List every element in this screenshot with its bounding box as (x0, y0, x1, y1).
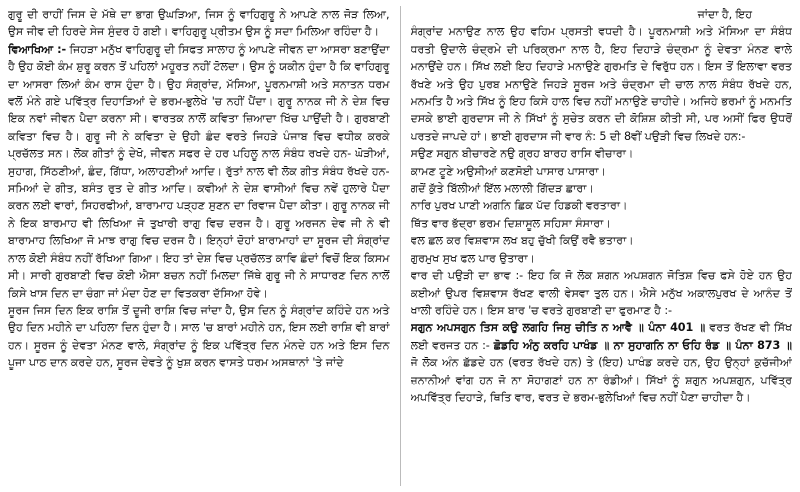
column-divider (400, 6, 401, 486)
verse-line: ਥਿੱਤ ਵਾਰ ਭੱਦ੍ਰਾ ਭਰਮ ਦਿਸ਼ਾਸੂਲ ਸਹਿਸਾ ਸੰਸਾਰਾ। (410, 216, 611, 230)
verse-line: ਨਾਰਿ ਪੁਰਖ ਪਾਣੀ ਅਗਨਿ ਛਿਕ ਪੱਦ ਹਿਡਕੀ ਵਰਤਾਰਾ। (410, 199, 628, 213)
paragraph-explanation (8, 41, 390, 302)
verse-line: ਵਲ ਛਲ ਕਰ ਵਿਸ਼ਵਾਸ ਲਖ ਬਹੁ ਚੁੱਖੀ ਕਿਉਂ ਰਵੈ ਭਤਾਰਾ। (410, 234, 634, 248)
paragraph-sangrand: ਸੂਰਜ ਜਿਸ ਦਿਨ ਇਕ ਰਾਸ਼ਿ ਤੋਂ ਦੂਜੀ ਰਾਸ਼ਿ ਵਿਚ ਜਾਂਦਾ ਹੈ, ਉਸ ਦਿਨ ਨੂੰ ਸੰਗ੍ਰਾਂਦ ਕਹਿੰਦੇ ਹਨ ਅਤੇ ਉਹ ਦਿਨ ਮਹੀਨੇ ਦਾ ਪਹਿਲਾ ਦਿਨ ਹੁੰਦਾ ਹੈ। ਸਾਲ 'ਚ ਬਾਰਾਂ ਮਹੀਨੇ ਹਨ, ਇਸ ਲਈ ਰਾਸ਼ਿ ਵੀ ਬਾਰਾਂ ਹਨ। ਸੂਰਜ ਨੂੰ ਦੇਵਤਾ ਮੰਨਣ ਵਾਲੇ, ਸੰਗ੍ਰਾਂਦ ਨੂੰ ਇਕ ਪਵਿੱਤ੍ਰ ਦਿਨ ਮੰਨਦੇ ਹਨ ਅਤੇ ਇਸ ਦਿਨ ਪੂਜਾ ਪਾਠ ਦਾਨ ਕਰਦੇ ਹਨ, ਸੂਰਜ ਦੇਵਤੇ ਨੂੰ ਖੁਸ਼ ਕਰਨ ਵਾਸਤੇ ਧਰਮ ਅਸਥਾਨਾਂ 'ਤੇ ਜਾਂਦੇ (8, 303, 390, 370)
continued-line: ਜਾਂਦਾ ਹੈ, ਇਹ (697, 8, 752, 21)
right-column (411, 6, 793, 486)
paragraph-meaning: ਵਾਰ ਦੀ ਪਉੜੀ ਦਾ ਭਾਵ :- ਇਹ ਕਿ ਜੋ ਲੋਕ ਸ਼ਗਨ ਅਪਸ਼ਗਨ ਜੋਤਿਸ਼ ਵਿਚ ਫਸੇ ਹੋਏ ਹਨ ਉਹ ਕਈਆਂ ਉਪਰ ਵਿਸ਼ਵਾਸ ਰੱਖਣ ਵਾਲੀ ਵੇਸਵਾ ਤੁਲ ਹਨ। ਐਸੇ ਮਨੁੱਖ ਅਕਾਲਪੁਰਖ ਦੇ ਆਨੰਦ ਤੋਂ ਖਾਲੀ ਰਹਿੰਦੇ ਹਨ। ਇਸ ਬਾਰ 'ਚ ਵਰਤੇ ਗੁਰਬਾਣੀ ਦਾ ਫੁਰਮਾਣ ਹੈ :- (410, 269, 792, 317)
paragraph-gurbani (411, 319, 793, 406)
verse-block (411, 145, 793, 267)
gurbani-quote-2: ਛੋਡਹਿ ਅੰਨੁ ਕਰਹਿ ਪਾਖੰਡ ॥ ਨਾ ਸੁਹਾਗਨਿ ਨਾ ਓਹਿ ਰੰਡ ॥ ਪੰਨਾ 873 ॥ (493, 338, 792, 352)
paragraph-purnmashi: ਸੰਗ੍ਰਾਂਦ ਮਨਾਉਣ ਨਾਲ ਉਹ ਵਹਿਮ ਪ੍ਰਸਤੀ ਵਧਦੀ ਹੈ। ਪੂਰਨਮਾਸ਼ੀ ਅਤੇ ਮੱਸਿਆ ਦਾ ਸੰਬੰਧ ਧਰਤੀ ਉਦਾਲੇ ਚੰਦ੍ਰਮੇ ਦੀ ਪਰਿਕ੍ਰਮਾ ਨਾਲ ਹੈ, ਇਹ ਦਿਹਾੜੇ ਚੰਦ੍ਰਮਾ ਨੂੰ ਦੇਵਤਾ ਮੰਨਣ ਵਾਲੇ ਮਨਾਉਂਦੇ ਹਨ। ਸਿੱਖ ਲਈ ਇਹ ਦਿਹਾੜੇ ਮਨਾਉਣੇ ਗੁਰਮਤਿ ਦੇ ਵਿਰੁੱਧ ਹਨ। ਇਸ ਤੋਂ ਇਲਾਵਾ ਵਰਤ ਰੱਖਣੇ ਅਤੇ ਉਹ ਪੁਰਬ ਮਨਾਉਣੇ ਜਿਹੜੇ ਸੂਰਜ ਅਤੇ ਚੰਦ੍ਰਮਾ ਦੀ ਚਾਲ ਨਾਲ ਸੰਬੰਧ ਰੱਖਦੇ ਹਨ, ਮਨਮਤਿ ਹੈ ਅਤੇ ਸਿੱਖ ਨੂੰ ਇਹ ਕਿਸੇ ਹਾਲ ਵਿਚ ਨਹੀਂ ਮਨਾਉਣੇ ਚਾਹੀਦੇ। ਅਜਿਹੇ ਭਰਮਾਂ ਨੂੰ ਮਨਮਤਿ ਦਸਕੇ ਭਾਈ ਗੁਰਦਾਸ ਜੀ ਨੇ ਸਿੱਖਾਂ ਨੂੰ ਸੁਚੇਤ ਕਰਨ ਦੀ ਕੋਸ਼ਿਸ਼ ਕੀਤੀ ਸੀ, ਪਰ ਅਸੀਂ ਫਿਰ ਉਧਰੋਂ ਪਰਤਦੇ ਜਾਪਦੇ ਹਾਂ। ਭਾਈ ਗੁਰਦਾਸ ਜੀ ਵਾਰ ਨੰ: 5 ਦੀ 8ਵੀਂ ਪਉੜੀ ਵਿਚ ਲਿਖਦੇ ਹਨ:- (410, 25, 792, 143)
explanation-text: ਜਿਹੜਾ ਮਨੁੱਖ ਵਾਹਿਗੁਰੂ ਦੀ ਸਿਫਤ ਸਾਲਾਹ ਨੂੰ ਆਪਣੇ ਜੀਵਨ ਦਾ ਆਸਰਾ ਬਣਾਉਂਦਾ ਹੈ ਉਹ ਕੋਈ ਕੰਮ ਸ਼ੁਰੂ ਕਰਨ ਤੋਂ ਪਹਿਲਾਂ ਮਹੂਰਤ ਨਹੀਂ ਟੋਲਦਾ। ਉਸ ਨੂੰ ਯਕੀਨ ਹੁੰਦਾ ਹੈ ਕਿ ਵਾਹਿਗੁਰੂ ਦਾ ਆਸਰਾ ਲਿਆਂ ਕੰਮ ਰਾਸ ਹੁੰਦਾ ਹੈ। ਉਹ ਸੰਗ੍ਰਾਂਦ, ਮੱਸਿਆ, ਪੂਰਨਮਾਸ਼ੀ ਅਤੇ ਸਨਾਤਨ ਧਰਮ ਵਲੋਂ ਮੰਨੇ ਗਏ ਪਵਿੱਤ੍ਰ ਦਿਹਾੜਿਆਂ ਦੇ ਭਰਮ-ਭੁਲੇਖੇ 'ਚ ਨਹੀਂ ਪੈਂਦਾ। ਗੁਰੂ ਨਾਨਕ ਜੀ ਨੇ ਦੇਸ਼ ਵਿਚ ਇਕ ਨਵਾਂ ਜੀਵਨ ਪੈਦਾ ਕਰਨਾ ਸੀ। ਵਾਰਤਕ ਨਾਲੋਂ ਕਵਿਤਾ ਜ਼ਿਆਦਾ ਖਿੱਚ ਪਾਉਂਦੀ ਹੈ। ਗੁਰਬਾਣੀ ਕਵਿਤਾ ਵਿਚ ਹੈ। ਗੁਰੂ ਜੀ ਨੇ ਕਵਿਤਾ ਦੇ ਉਹੀ ਛੰਦ ਵਰਤੇ ਜਿਹੜੇ ਪੰਜਾਬ ਵਿਚ ਵਧੀਕ ਕਰਕੇ ਪ੍ਰਚੱਲਤ ਸਨ। ਲੋਕ ਗੀਤਾਂ ਨੂੰ ਦੇਖੋ, ਜੀਵਨ ਸਫਰ ਦੇ ਹਰ ਪਹਿਲੂ ਨਾਲ ਸੰਬੰਧ ਰਖਦੇ ਹਨ- ਘੋੜੀਆਂ, ਸੁਹਾਗ, ਸਿੱਠਣੀਆਂ, ਛੰਦ, ਗਿੱਧਾ, ਅਲਾਹਣੀਆਂ ਆਦਿ। ਰੁੱਤਾਂ ਨਾਲ ਵੀ ਲੋਕ ਗੀਤ ਸੰਬੰਧ ਰੱਖਦੇ ਹਨ- ਸਮਿਆਂ ਦੇ ਗੀਤ, ਬਸੰਤ ਰੁਤ ਦੇ ਗੀਤ ਆਦਿ। ਕਵੀਆਂ ਨੇ ਦੇਸ਼ ਵਾਸੀਆਂ ਵਿਚ ਨਵੇਂ ਹੁਲਾਰੇ ਪੈਦਾ ਕਰਨ ਲਈ ਵਾਰਾਂ, ਸਿਹਰਫੀਆਂ, ਬਾਰਾਮਾਹ ਪੜ੍ਹਣ ਸੁਣਨ ਦਾ ਰਿਵਾਜ ਪੈਦਾ ਕੀਤਾ। ਗੁਰੂ ਨਾਨਕ ਜੀ ਨੇ ਇਕ ਬਾਰਮਾਹ ਵੀ ਲਿਖਿਆ ਜੋ ਤੁਖਾਰੀ ਰਾਗੁ ਵਿਚ ਦਰਜ ਹੈ। ਗੁਰੂ ਅਰਜਨ ਦੇਵ ਜੀ ਨੇ ਵੀ ਬਾਰਾਮਾਹ ਲਿਖਿਆ ਜੋ ਮਾਝ ਰਾਗੁ ਵਿਚ ਦਰਜ ਹੈ। ਇਨ੍ਹਾਂ ਦੋਹਾਂ ਬਾਰਾਮਾਹਾਂ ਦਾ ਸੂਰਜ ਦੀ ਸੰਗ੍ਰਾਂਦ ਨਾਲ ਕੋਈ ਸੰਬੰਧ ਨਹੀਂ ਰੱਖਿਆ ਗਿਆ। ਇਹ ਤਾਂ ਦੇਸ਼ ਵਿਚ ਪ੍ਰਚੱਲਤ ਕਾਵਿ ਛੰਦਾਂ ਵਿਚੋਂ ਇਕ ਕਿਸਮ ਸੀ। ਸਾਰੀ ਗੁਰਬਾਣੀ ਵਿਚ ਕੋਈ ਐਸਾ ਬਚਨ ਨਹੀਂ ਮਿਲਦਾ ਜਿੱਥੇ ਗੁਰੂ ਜੀ ਨੇ ਸਾਧਾਰਣ ਦਿਨ ਨਾਲੋਂ ਕਿਸੇ ਖਾਸ ਦਿਨ ਦਾ ਚੰਗਾ ਜਾਂ ਮੰਦਾ ਹੋਣ ਦਾ ਵਿਤਕਰਾ ਦੱਸਿਆ ਹੋਵੇ। (8, 42, 390, 300)
gurbani-quote-1: ਸਗੁਨ ਅਪਸਗੁਨ ਤਿਸ ਕਉ ਲਗਹਿ ਜਿਸੁ ਚੀਤਿ ਨ ਆਵੈ ॥ ਪੰਨਾ 401 ॥ (410, 321, 706, 335)
left-column (8, 6, 390, 486)
closing-text: ਜੋ ਲੋਕ ਅੰਨ ਛੱਡਦੇ ਹਨ (ਵਰਤ ਰੱਖਦੇ ਹਨ) ਤੇ (ਇਹ) ਪਾਖੰਡ ਕਰਦੇ ਹਨ, ਉਹ ਉਨ੍ਹਾਂ ਕੁਚੱਜੀਆਂ ਜ਼ਨਾਨੀਆਂ ਵਾਂਗ ਹਨ ਜੋ ਨਾ ਸੋਹਾਗਣਾਂ ਹਨ ਨਾ ਰੰਡੀਆਂ। ਸਿੱਖਾਂ ਨੂੰ ਸ਼ਗੁਨ ਅਪਸ਼ਗੁਨ, ਪਵਿੱਤ੍ਰ ਅਪਵਿੱਤ੍ਰ ਦਿਹਾੜੇ, ਥਿਤਿ ਵਾਰ, ਵਰਤ ਦੇ ਭਰਮ-ਭੁਲੇਖਿਆਂ ਵਿਚ ਨਹੀਂ ਪੈਣਾ ਚਾਹੀਦਾ ਹੈ। (410, 356, 792, 404)
explanation-heading: ਵਿਆਖਿਆ :- (8, 42, 66, 56)
verse-line: ਸਉਣ ਸਗੁਨ ਬੀਚਾਰਣੇ ਨਉ ਗ੍ਰਹ ਬਾਰਹ ਰਾਸਿ ਵੀਚਾਰਾ। (410, 147, 634, 161)
paragraph-intro: ਗੁਰੂ ਦੀ ਰਾਹੀਂ ਜਿਸ ਦੇ ਮੱਥੇ ਦਾ ਭਾਗ ਉਘੜਿਆ, ਜਿਸ ਨੂੰ ਵਾਹਿਗੁਰੂ ਨੇ ਆਪਣੇ ਨਾਲ ਜੋੜ ਲਿਆ, ਉਸ ਜੀਵ ਦੀ ਹਿਰਦੇ ਸੇਜ ਸੁੰਦਰ ਹੋ ਗਈ। ਵਾਹਿਗੁਰੂ ਪ੍ਰੀਤਮ ਉਸ ਨੂੰ ਸਦਾ ਮਿਲਿਆ ਰਹਿੰਦਾ ਹੈ। (8, 8, 390, 39)
verse-line: ਕਾਮਣ ਟੂਣੇ ਅਉਸੀਆਂ ਕਣਸੋਈ ਪਾਸਾਰ ਪਾਸਾਰਾ। (410, 164, 606, 178)
fasting-text: ਵਰਤ ਰੱਖਣ ਵੀ ਸਿੱਖ ਲਈ ਵਰਜਤ ਹਨ :- (410, 321, 792, 352)
verse-line: ਗੁਰਮੁਖ ਸੁਖ ਫਲ ਪਾਰ ਉਤਾਰਾ। (410, 251, 535, 265)
verse-line: ਗਦੋਂ ਕੁੱਤੇ ਬਿੱਲੀਆਂ ਇੱਲ ਮਲਾਲੀ ਗਿੱਦੜ ਛਾਰਾ। (410, 182, 594, 196)
